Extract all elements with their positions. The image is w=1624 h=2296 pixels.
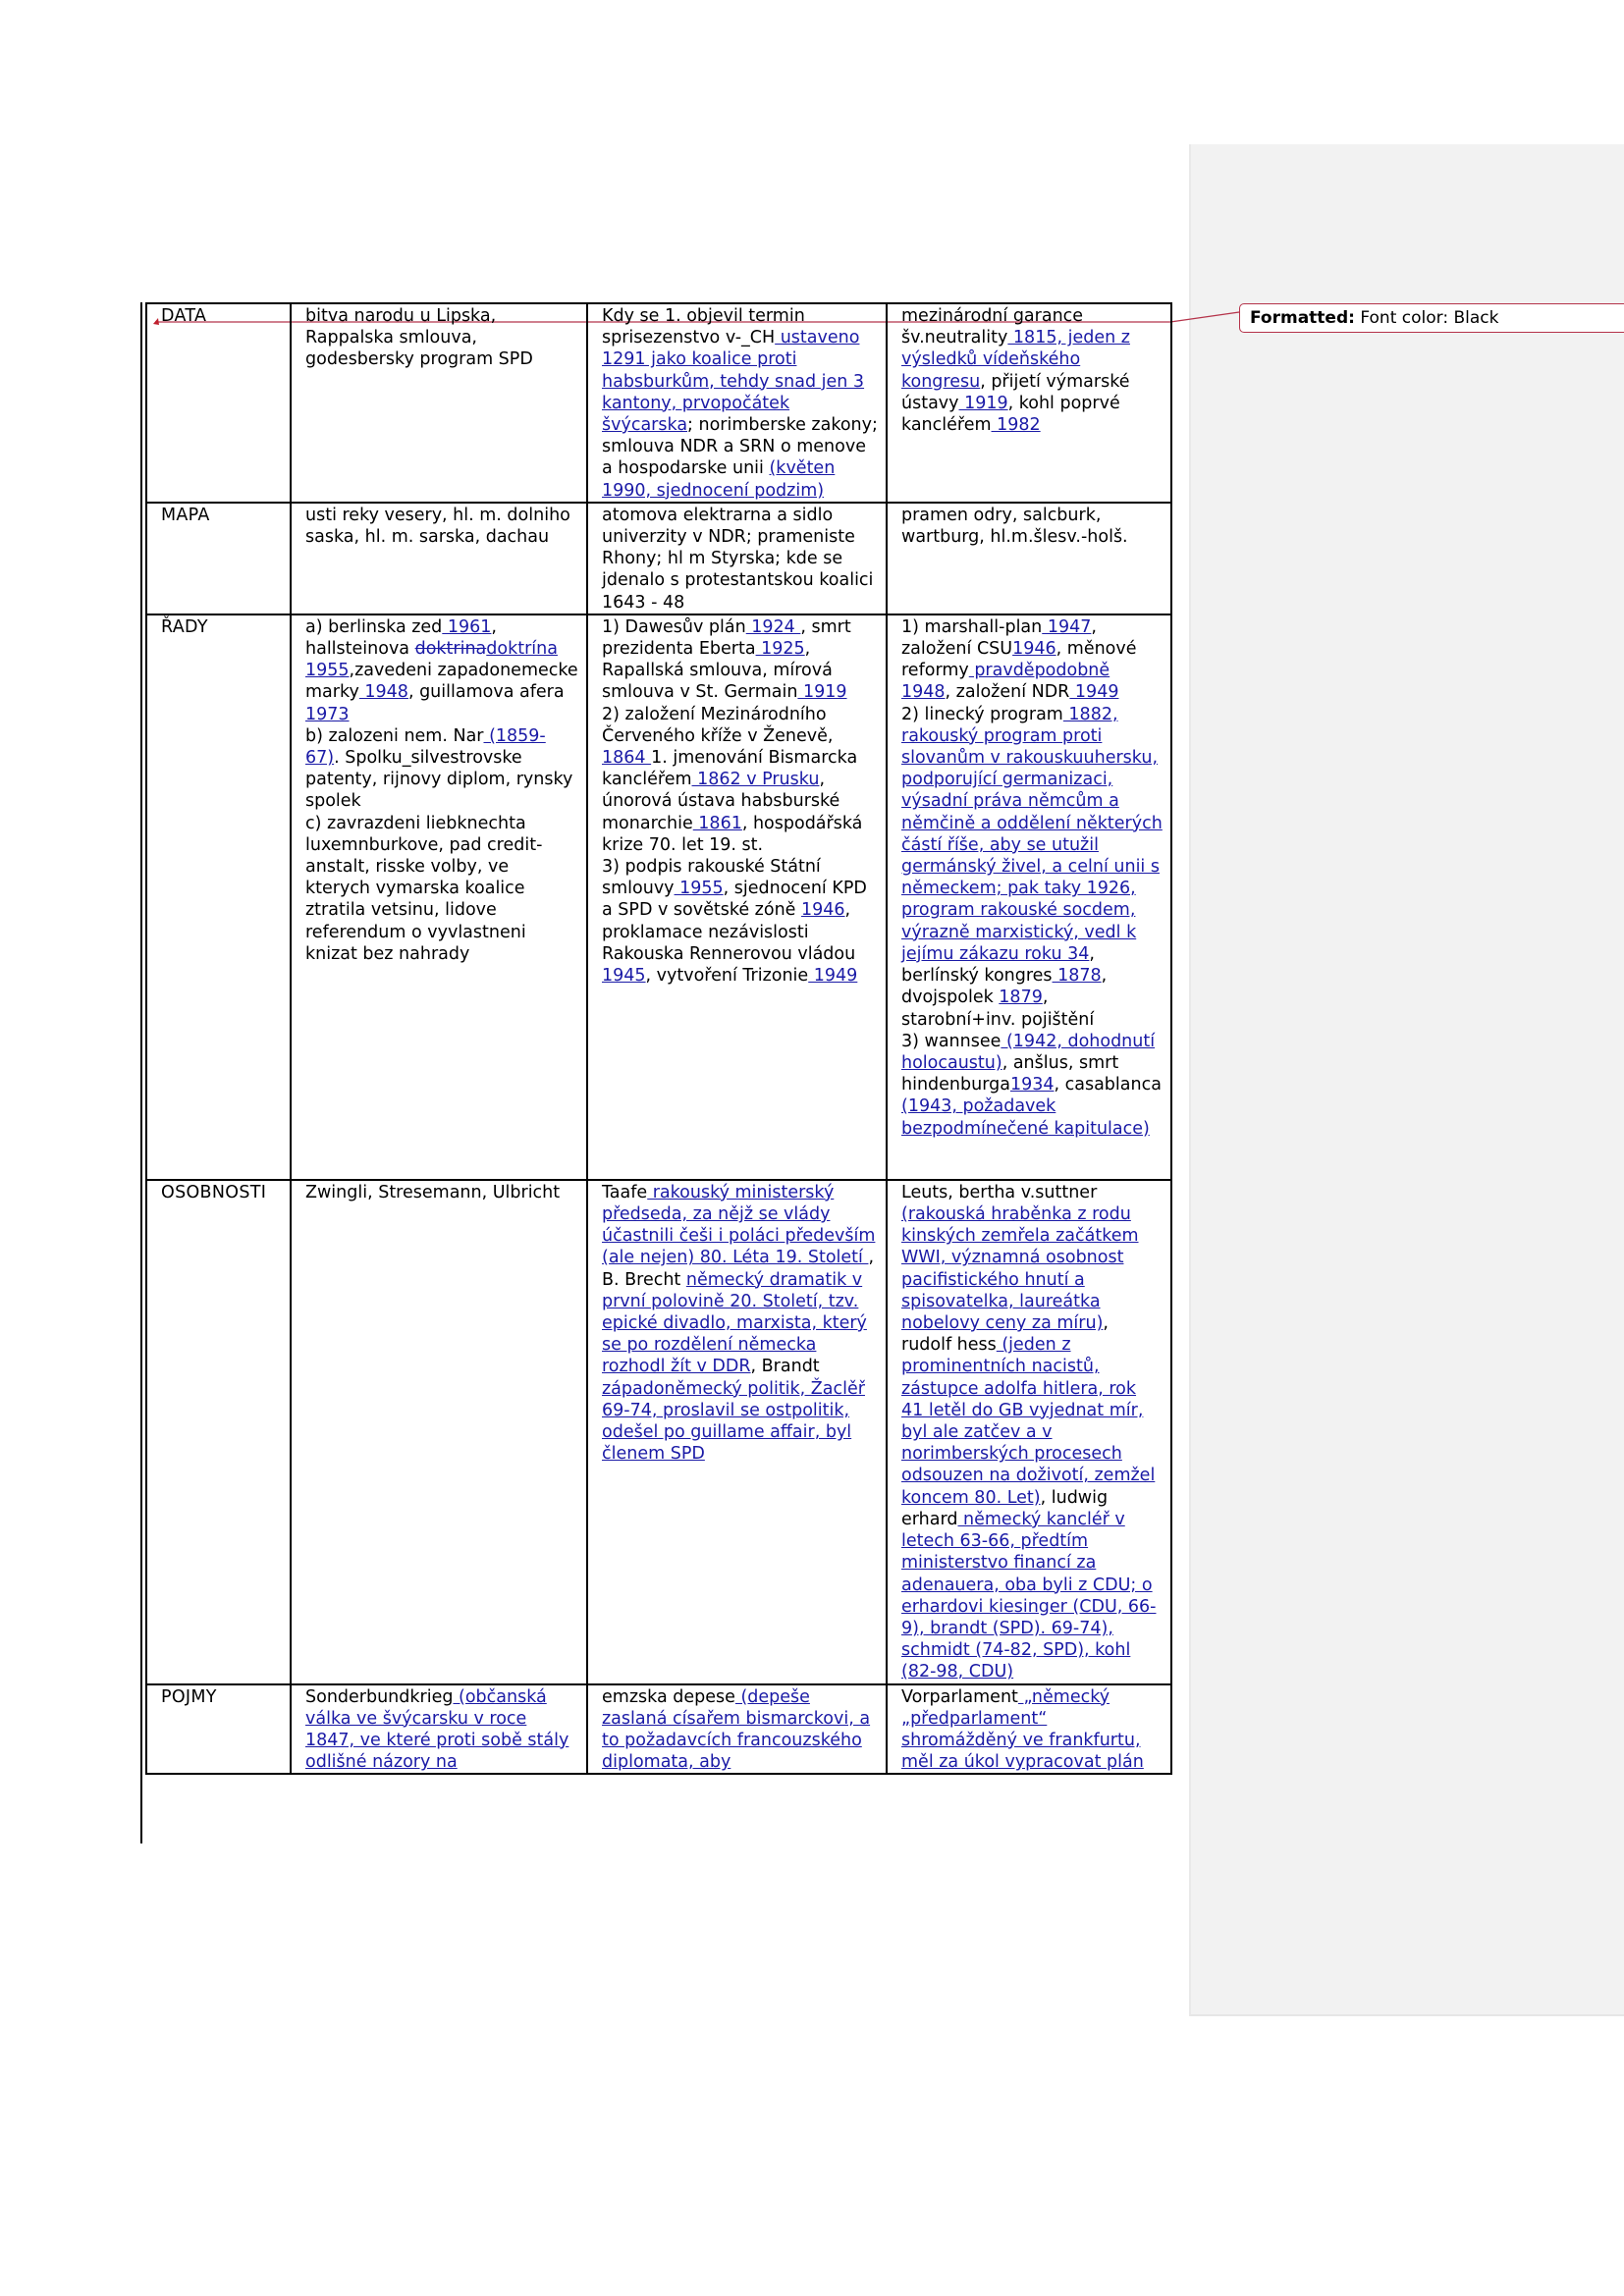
comment-pane bbox=[1189, 144, 1624, 2016]
cell-text: Kdy se 1. objevil termin sprisezenstvo v-_CH bbox=[602, 306, 805, 348]
cell-text: 1) marshall-plan bbox=[901, 616, 1043, 637]
cell-text: , guillamova afera bbox=[407, 682, 565, 703]
cell-text: 2) linecký program bbox=[901, 704, 1063, 724]
tracked-insertion[interactable]: 1949 bbox=[808, 966, 858, 987]
cell-text: , berlínský kongres bbox=[901, 943, 1095, 987]
comment-text: Font color: Black bbox=[1354, 308, 1499, 328]
cell-text: , ludwig erhard bbox=[901, 1487, 1109, 1529]
table-cell bbox=[587, 503, 887, 614]
cell-text: usti reky vesery, hl. m. dolniho saska, hl. m. sarska, dachau bbox=[305, 505, 570, 548]
tracked-insertion[interactable]: 1925 bbox=[755, 639, 805, 660]
cell-text: , založení CSU bbox=[901, 616, 1097, 660]
row-category: ŘADY bbox=[146, 614, 291, 1180]
table-cell bbox=[291, 1180, 587, 1684]
tracked-insertion[interactable]: 1955 bbox=[674, 879, 724, 899]
comment-label: Formatted: bbox=[1250, 308, 1355, 328]
table-cell bbox=[587, 614, 887, 1180]
tracked-insertion[interactable]: 1982 bbox=[991, 415, 1041, 436]
tracked-insertion[interactable]: rakouský ministerský předseda, za nějž se vlády účastnili češi i poláci především (ale nejen) 80. Léta 19. Století bbox=[602, 1182, 876, 1268]
tracked-insertion[interactable]: 1947 bbox=[1042, 616, 1092, 637]
cell-text: , založení NDR bbox=[945, 682, 1070, 703]
history-table bbox=[145, 302, 1172, 1775]
cell-text: Vorparlament bbox=[901, 1686, 1018, 1707]
tracked-insertion[interactable]: německý dramatik v první polovině 20. Století, tzv. epické divadlo, marxista, který se po rozdělení německa rozhodl žít v DDR bbox=[602, 1269, 867, 1377]
table-row bbox=[146, 614, 1171, 1180]
tracked-insertion[interactable]: 1861 bbox=[692, 813, 742, 833]
tracked-insertion[interactable]: 1882, rakouský program proti slovanům v rakouskuuhersku, podporující germanizaci, výsadní práva němcům a němčině a oddělení některých částí říše, aby se utužil germánský živel, a celní unii s německem; pak taky 1926, program rakouské socdem, výrazně marxistický, vedl k jejímu zákazu roku 34 bbox=[901, 704, 1163, 964]
cell-text: , B. Brecht bbox=[602, 1248, 875, 1290]
cell-text: emzska depese bbox=[602, 1686, 735, 1707]
row-category: POJMY bbox=[146, 1684, 291, 1774]
cell-text: pramen odry, salcburk, wartburg, hl.m.šlesv.-holš. bbox=[901, 505, 1128, 548]
tracked-insertion[interactable]: 1879 bbox=[999, 988, 1043, 1008]
cell-text: 3) wannsee bbox=[901, 1031, 1001, 1051]
cell-text: , kohl poprvé kancléřem bbox=[901, 393, 1120, 436]
cell-text: Leuts, bertha v.suttner bbox=[901, 1182, 1098, 1202]
cell-text: , vytvoření Trizonie bbox=[645, 966, 809, 987]
tracked-insertion[interactable]: 1961 bbox=[442, 616, 492, 637]
table-cell bbox=[291, 303, 587, 503]
cell-text: 1. jmenování Bismarcka kancléřem bbox=[602, 748, 858, 790]
tracked-insertion[interactable]: (depeše zaslaná císařem bismarckovi, a to požadavcích francouzského diplomata, aby bbox=[602, 1686, 871, 1773]
tracked-insertion[interactable]: západoněmecký politik, Žaclěř 69-74, proslavil se ostpolitik, odešel po guillame affair, byl členem SPD bbox=[602, 1378, 865, 1465]
tracked-insertion[interactable]: 1948 bbox=[358, 682, 408, 703]
cell-text: , dvojspolek bbox=[901, 966, 1108, 1008]
cell-text: ,zavedeni zapadonemecke marky bbox=[305, 661, 578, 703]
tracked-insertion[interactable]: (rakouská hraběnka z rodu kinských zemřela začátkem WWI, významná osobnost pacifistického hnutí a spisovatelka, laureátka nobelovy ceny za míru) bbox=[901, 1204, 1139, 1334]
table-cell bbox=[291, 1684, 587, 1774]
cell-text: , proklamace nezávislosti Rakouska Rennerovou vládou bbox=[602, 900, 856, 964]
tracked-insertion[interactable]: (jeden z prominentních nacistů, zástupce adolfa hitlera, rok 41 letěl do GB vyjednat mír, byl ale zatčev a v norimberských procesech odsouzen na doživotí, zemžel koncem 80. Let) bbox=[901, 1335, 1156, 1508]
table-cell bbox=[291, 503, 587, 614]
cell-text: Zwingli, Stresemann, Ulbricht bbox=[305, 1182, 561, 1202]
cell-text: Sonderbundkrieg bbox=[305, 1686, 454, 1707]
tracked-insertion[interactable]: 1919 bbox=[797, 682, 847, 703]
tracked-insertion[interactable]: 1973 bbox=[305, 704, 350, 724]
row-category: DATA bbox=[146, 303, 291, 503]
tracked-insertion[interactable]: 1949 bbox=[1069, 682, 1119, 703]
row-category: MAPA bbox=[146, 503, 291, 614]
cell-text: b) zalozeni nem. Nar bbox=[305, 725, 484, 746]
cell-text: mezinárodní garance šv.neutrality bbox=[901, 306, 1084, 348]
table-cell bbox=[887, 303, 1171, 503]
tracked-insertion[interactable]: (1859-67) bbox=[305, 725, 546, 769]
cell-text: , hallsteinova bbox=[305, 616, 497, 660]
tracked-insertion[interactable]: německý kancléř v letech 63-66, předtím ministerstvo financí za adenauera, oba byli z CDU; o erhardovi kiesinger (CDU, 66-9), brandt (SPD). 69-74), schmidt (74-82, SPD), kohl (82-98, CDU) bbox=[901, 1509, 1157, 1682]
tracked-insertion[interactable]: 1815, jeden z výsledků vídeňského kongresu bbox=[901, 328, 1130, 392]
table-row bbox=[146, 303, 1171, 503]
tracked-insertion[interactable]: (1943, požadavek bezpodmínečené kapitulace) bbox=[901, 1096, 1150, 1139]
table-cell bbox=[587, 303, 887, 503]
cell-text: atomova elektrarna a sidlo univerzity v NDR; prameniste Rhony; hl m Styrska; kde se jdenalo s protestantskou koalici 1643 - 48 bbox=[602, 505, 874, 613]
tracked-insertion[interactable]: pravděpodobně 1948 bbox=[901, 661, 1110, 703]
tracked-insertion[interactable]: (1942, dohodnutí holocaustu) bbox=[901, 1031, 1156, 1073]
tracked-insertion[interactable]: „německý „předparlament“ shromážděný ve frankfurtu, měl za úkol vypracovat plán bbox=[901, 1686, 1144, 1773]
cell-text: , smrt prezidenta Eberta bbox=[602, 616, 851, 660]
tracked-insertion[interactable]: 1924 bbox=[745, 616, 801, 637]
tracked-insertion[interactable]: 1946 bbox=[1012, 639, 1056, 660]
cell-text: , hospodářská krize 70. let 19. st. bbox=[602, 813, 863, 855]
cell-text: , měnové reformy bbox=[901, 639, 1137, 681]
cell-text: , Brandt bbox=[750, 1357, 820, 1377]
row-category: OSOBNOSTI bbox=[146, 1180, 291, 1684]
cell-text: , Rapallská smlouva, mírová smlouva v St. Germain bbox=[602, 639, 833, 703]
table-cell bbox=[887, 1684, 1171, 1774]
cell-text: 2) založení Mezinárodního Červeného kříže v Ženevě, bbox=[602, 704, 834, 746]
tracked-insertion[interactable]: 1945 bbox=[602, 966, 646, 987]
cell-text: , přijetí výmarské ústavy bbox=[901, 371, 1130, 413]
cell-text: , rudolf hess bbox=[901, 1313, 1109, 1356]
cell-text: . Spolku_silvestrovske patenty, rijnovy diplom, rynsky spolek bbox=[305, 748, 573, 812]
table-row bbox=[146, 1684, 1171, 1774]
table-cell bbox=[587, 1684, 887, 1774]
cell-text: c) zavrazdeni liebknechta luxemnburkove, pad credit-anstalt, risske volby, ve kterych vymarska koalice ztratila vetsinu, lidove referendum o vyvlastneni knizat bez nahrady bbox=[305, 813, 543, 964]
cell-text: , casablanca bbox=[1054, 1075, 1162, 1095]
tracked-insertion[interactable]: ustaveno 1291 jako koalice proti habsburkům, tehdy snad jen 3 kantony, prvopočátek švýcarska bbox=[602, 328, 865, 436]
table-cell bbox=[587, 1180, 887, 1684]
tracked-insertion[interactable]: doktrína 1955 bbox=[305, 639, 558, 681]
tracked-insertion[interactable]: 1862 v Prusku bbox=[691, 770, 820, 790]
table-cell bbox=[887, 614, 1171, 1180]
tracked-insertion[interactable]: 1878 bbox=[1052, 966, 1102, 987]
cell-text: Taafe bbox=[602, 1182, 648, 1202]
cell-text: , anšlus, smrt hindenburga bbox=[901, 1052, 1119, 1095]
change-bar bbox=[140, 302, 142, 1843]
tracked-insertion[interactable]: 1919 bbox=[958, 393, 1008, 413]
tracked-insertion[interactable]: (květen 1990, sjednocení podzim) bbox=[602, 458, 836, 501]
table-row bbox=[146, 503, 1171, 614]
table-cell bbox=[887, 503, 1171, 614]
tracked-insertion[interactable]: (občanská válka ve švýcarsku v roce 1847, ve které proti sobě stály odlišné názory na bbox=[305, 1686, 569, 1773]
table-row bbox=[146, 1180, 1171, 1684]
table-cell bbox=[887, 1180, 1171, 1684]
comment-balloon[interactable] bbox=[1239, 303, 1624, 333]
cell-text: bitva narodu u Lipska, Rappalska smlouva, godesbersky program SPD bbox=[305, 306, 533, 370]
table-cell bbox=[291, 614, 587, 1180]
tracked-insertion[interactable]: 1934 bbox=[1009, 1075, 1055, 1095]
tracked-insertion[interactable]: 1946 bbox=[801, 900, 845, 921]
tracked-deletion[interactable]: doktrina bbox=[414, 639, 487, 660]
cell-text: 1) Dawesův plán bbox=[602, 616, 746, 637]
cell-text: , starobní+inv. pojištění bbox=[901, 988, 1095, 1030]
cell-text: 3) podpis rakouské Státní smlouvy bbox=[602, 857, 821, 899]
tracked-insertion[interactable]: 1864 bbox=[602, 748, 652, 769]
cell-text: a) berlinska zed bbox=[305, 616, 443, 637]
cell-text: ; norimberske zakony; smlouva NDR a SRN o menove a hospodarske unii bbox=[602, 415, 878, 479]
cell-text: , sjednocení KPD a SPD v sovětské zóně bbox=[602, 879, 867, 921]
cell-text: , únorová ústava habsburské monarchie bbox=[602, 770, 840, 833]
